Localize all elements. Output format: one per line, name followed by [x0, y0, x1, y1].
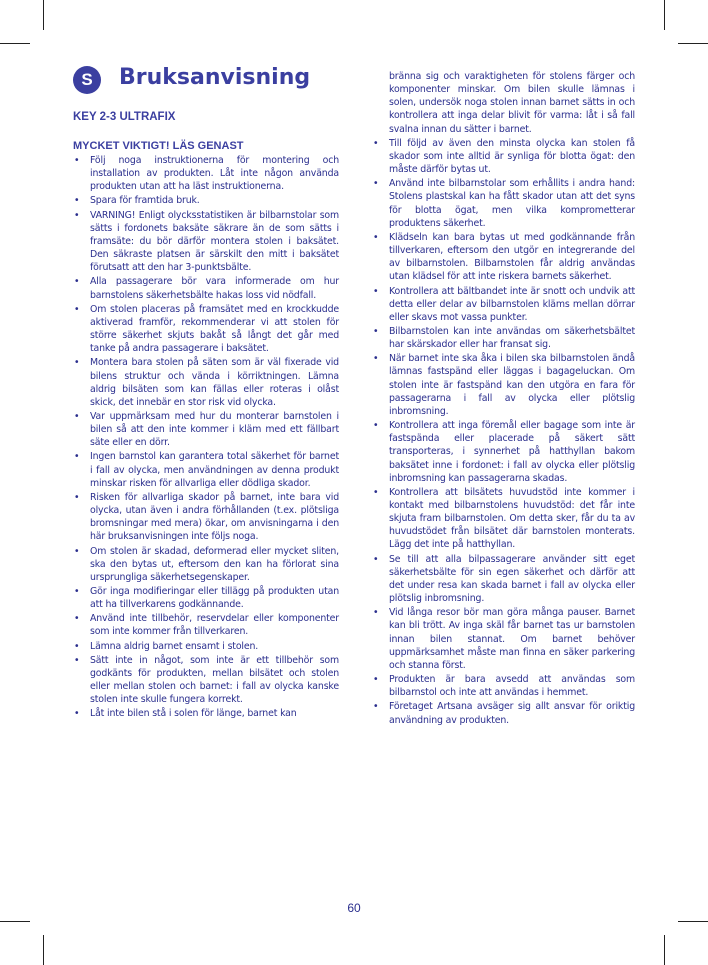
crop-mark [664, 935, 665, 965]
list-item: • VARNING! Enligt olycksstatistiken är bilbarnstolar som sätts i fordonets baksäte säkrare än de som sätts i framsäte: du bör därför montera stolen i baksätet. Den säkraste platsen är särskilt den mitt i baksätet förutsatt att den har 3-punktsbälte. [73, 209, 339, 275]
list-item: • Om stolen är skadad, deformerad eller mycket sliten, ska den bytas ut, eftersom den kan ha förlorat sina ursprungliga säkerhetsegenskaper. [73, 545, 339, 584]
list-item-continuation: bränna sig och varaktigheten för stolens färger och komponenter minskar. Om bilen skulle lämnas i solen, undersök noga stolen innan barnet sätts in och kontrollera att inga delar blivit för varma: låt i så fall svalna innan du sätter i barnet. [389, 71, 635, 135]
crop-mark [678, 43, 708, 44]
list-item: • Klädseln kan bara bytas ut med godkännande från tillverkaren, eftersom den utgör en integrerande del av bilbarnstolen. Bilbarnstolen får aldrig användas utan klädsel för att inte riskera barnets säkerhet. [372, 231, 635, 284]
model-name: KEY 2-3 ULTRAFIX [73, 111, 176, 123]
list-item: • Kontrollera att inga föremål eller bagage som inte är fastspända eller placerade på säkert sätt transporteras, i synnerhet på hatthyllan bakom baksätet inne i fordonet: i fall av olycka eller plötslig inbromsning kan passagerarna skadas. [372, 419, 635, 485]
list-item: • Använd inte bilbarnstolar som erhållits i andra hand: Stolens plastskal kan ha fått skador utan att det syns för blotta ögat, men vilka komprometterar produktens säkerhet. [372, 177, 635, 230]
list-item: • När barnet inte ska åka i bilen ska bilbarnstolen ändå lämnas fastspänd eller läggas i bagageluckan. Om stolen inte är fastspänd kan den utgöra en fara för passagerarna i fall av olycka eller plötslig inbromsning. [372, 352, 635, 418]
right-column-list [372, 70, 635, 728]
language-badge: S [73, 66, 101, 94]
list-item: • Gör inga modifieringar eller tillägg på produkten utan att ha tillverkarens godkännande. [73, 585, 339, 611]
list-item: • Bilbarnstolen kan inte användas om säkerhetsbältet har skärskador eller har fransat sig. [372, 325, 635, 351]
crop-mark [678, 921, 708, 922]
list-item: • Vid långa resor bör man göra många pauser. Barnet kan bli trött. Av inga skäl får barnet tas ur barnstolen innan bilen stannat. Om barnet behöver uppmärksamhet måste man finna en säker parkering och stanna först. [372, 606, 635, 672]
list-item: • Låt inte bilen stå i solen för länge, barnet kan [73, 707, 339, 720]
list-item: • Alla passagerare bör vara informerade om hur barnstolens säkerhetsbälte hakas loss vid nödfall. [73, 275, 339, 301]
list-item: • Kontrollera att bältbandet inte är snott och undvik att detta eller delar av bilbarnstolen kläms mellan dörrar eller skavs mot vassa punkter. [372, 285, 635, 324]
list-item: • Följ noga instruktionerna för montering och installation av produkten. Låt inte någon använda produkten utan att ha läst instruktionerna. [73, 154, 339, 193]
list-item: • Var uppmärksam med hur du monterar barnstolen i bilen så att den inte kommer i kläm med ett fällbart säte eller en dörr. [73, 410, 339, 449]
warning-heading: MYCKET VIKTIGT! LÄS GENAST [73, 140, 244, 152]
list-item: • Till följd av även den minsta olycka kan stolen få skador som inte alltid är synliga för blotta ögat: den måste därför bytas ut. [372, 137, 635, 176]
left-column-list [73, 154, 339, 722]
crop-mark [0, 43, 30, 44]
page-number: 60 [347, 901, 361, 915]
crop-mark [0, 921, 30, 922]
list-item: • Spara för framtida bruk. [73, 194, 339, 207]
list-item: • Se till att alla bilpassagerare använder sitt eget säkerhetsbälte för sin egen säkerhet och därför att det under resa kan skada barnet i fall av olycka eller plötslig inbromsning. [372, 553, 635, 606]
list-item: • Om stolen placeras på framsätet med en krockkudde aktiverad framför, rekommenderar vi att stolen för större säkerhet skjuts bakåt så långt det går med tanke på andra passagerare i baksätet. [73, 303, 339, 356]
list-item: • Använd inte tillbehör, reservdelar eller komponenter som inte kommer från tillverkaren. [73, 612, 339, 638]
list-item: • Företaget Artsana avsäger sig allt ansvar för oriktig användning av produkten. [372, 700, 635, 726]
crop-mark [43, 935, 44, 965]
list-item: • Kontrollera att bilsätets huvudstöd inte kommer i kontakt med bilbarnstolens huvudstöd: det får inte skjuta fram bilbarnstolen. Om detta sker, får du ta av huvudstödet från bilsätet där barnstolen monterats. Lägg det inte på hatthyllan. [372, 486, 635, 552]
list-item: • Ingen barnstol kan garantera total säkerhet för barnet i fall av olycka, men användningen av denna produkt minskar risken för allvarliga eller dödliga skador. [73, 450, 339, 489]
crop-mark [43, 0, 44, 30]
list-item: • Sätt inte in något, som inte är ett tillbehör som godkänts för produkten, mellan bilsätet och stolen eller mellan stolen och barnet: i fall av olycka kanske stolen inte skulle fungera korrekt. [73, 654, 339, 707]
page-title: Bruksanvisning [119, 65, 311, 90]
list-item: • Risken för allvarliga skador på barnet, inte bara vid olycka, utan även i andra förhållanden (t.ex. plötsliga bromsningar med mera) ökar, om anvisningarna i den här bruksanvisningen inte följs noga. [73, 491, 339, 544]
list-item: • Produkten är bara avsedd att användas som bilbarnstol och inte att användas i hemmet. [372, 673, 635, 699]
list-item: • Montera bara stolen på säten som är väl fixerade vid bilens struktur och vända i körriktningen. Lämna aldrig bilsäten som kan fällas eller roteras i olåst skick, det innebär en stor risk vid olycka. [73, 356, 339, 409]
list-item: • Lämna aldrig barnet ensamt i stolen. [73, 640, 339, 653]
crop-mark [664, 0, 665, 30]
